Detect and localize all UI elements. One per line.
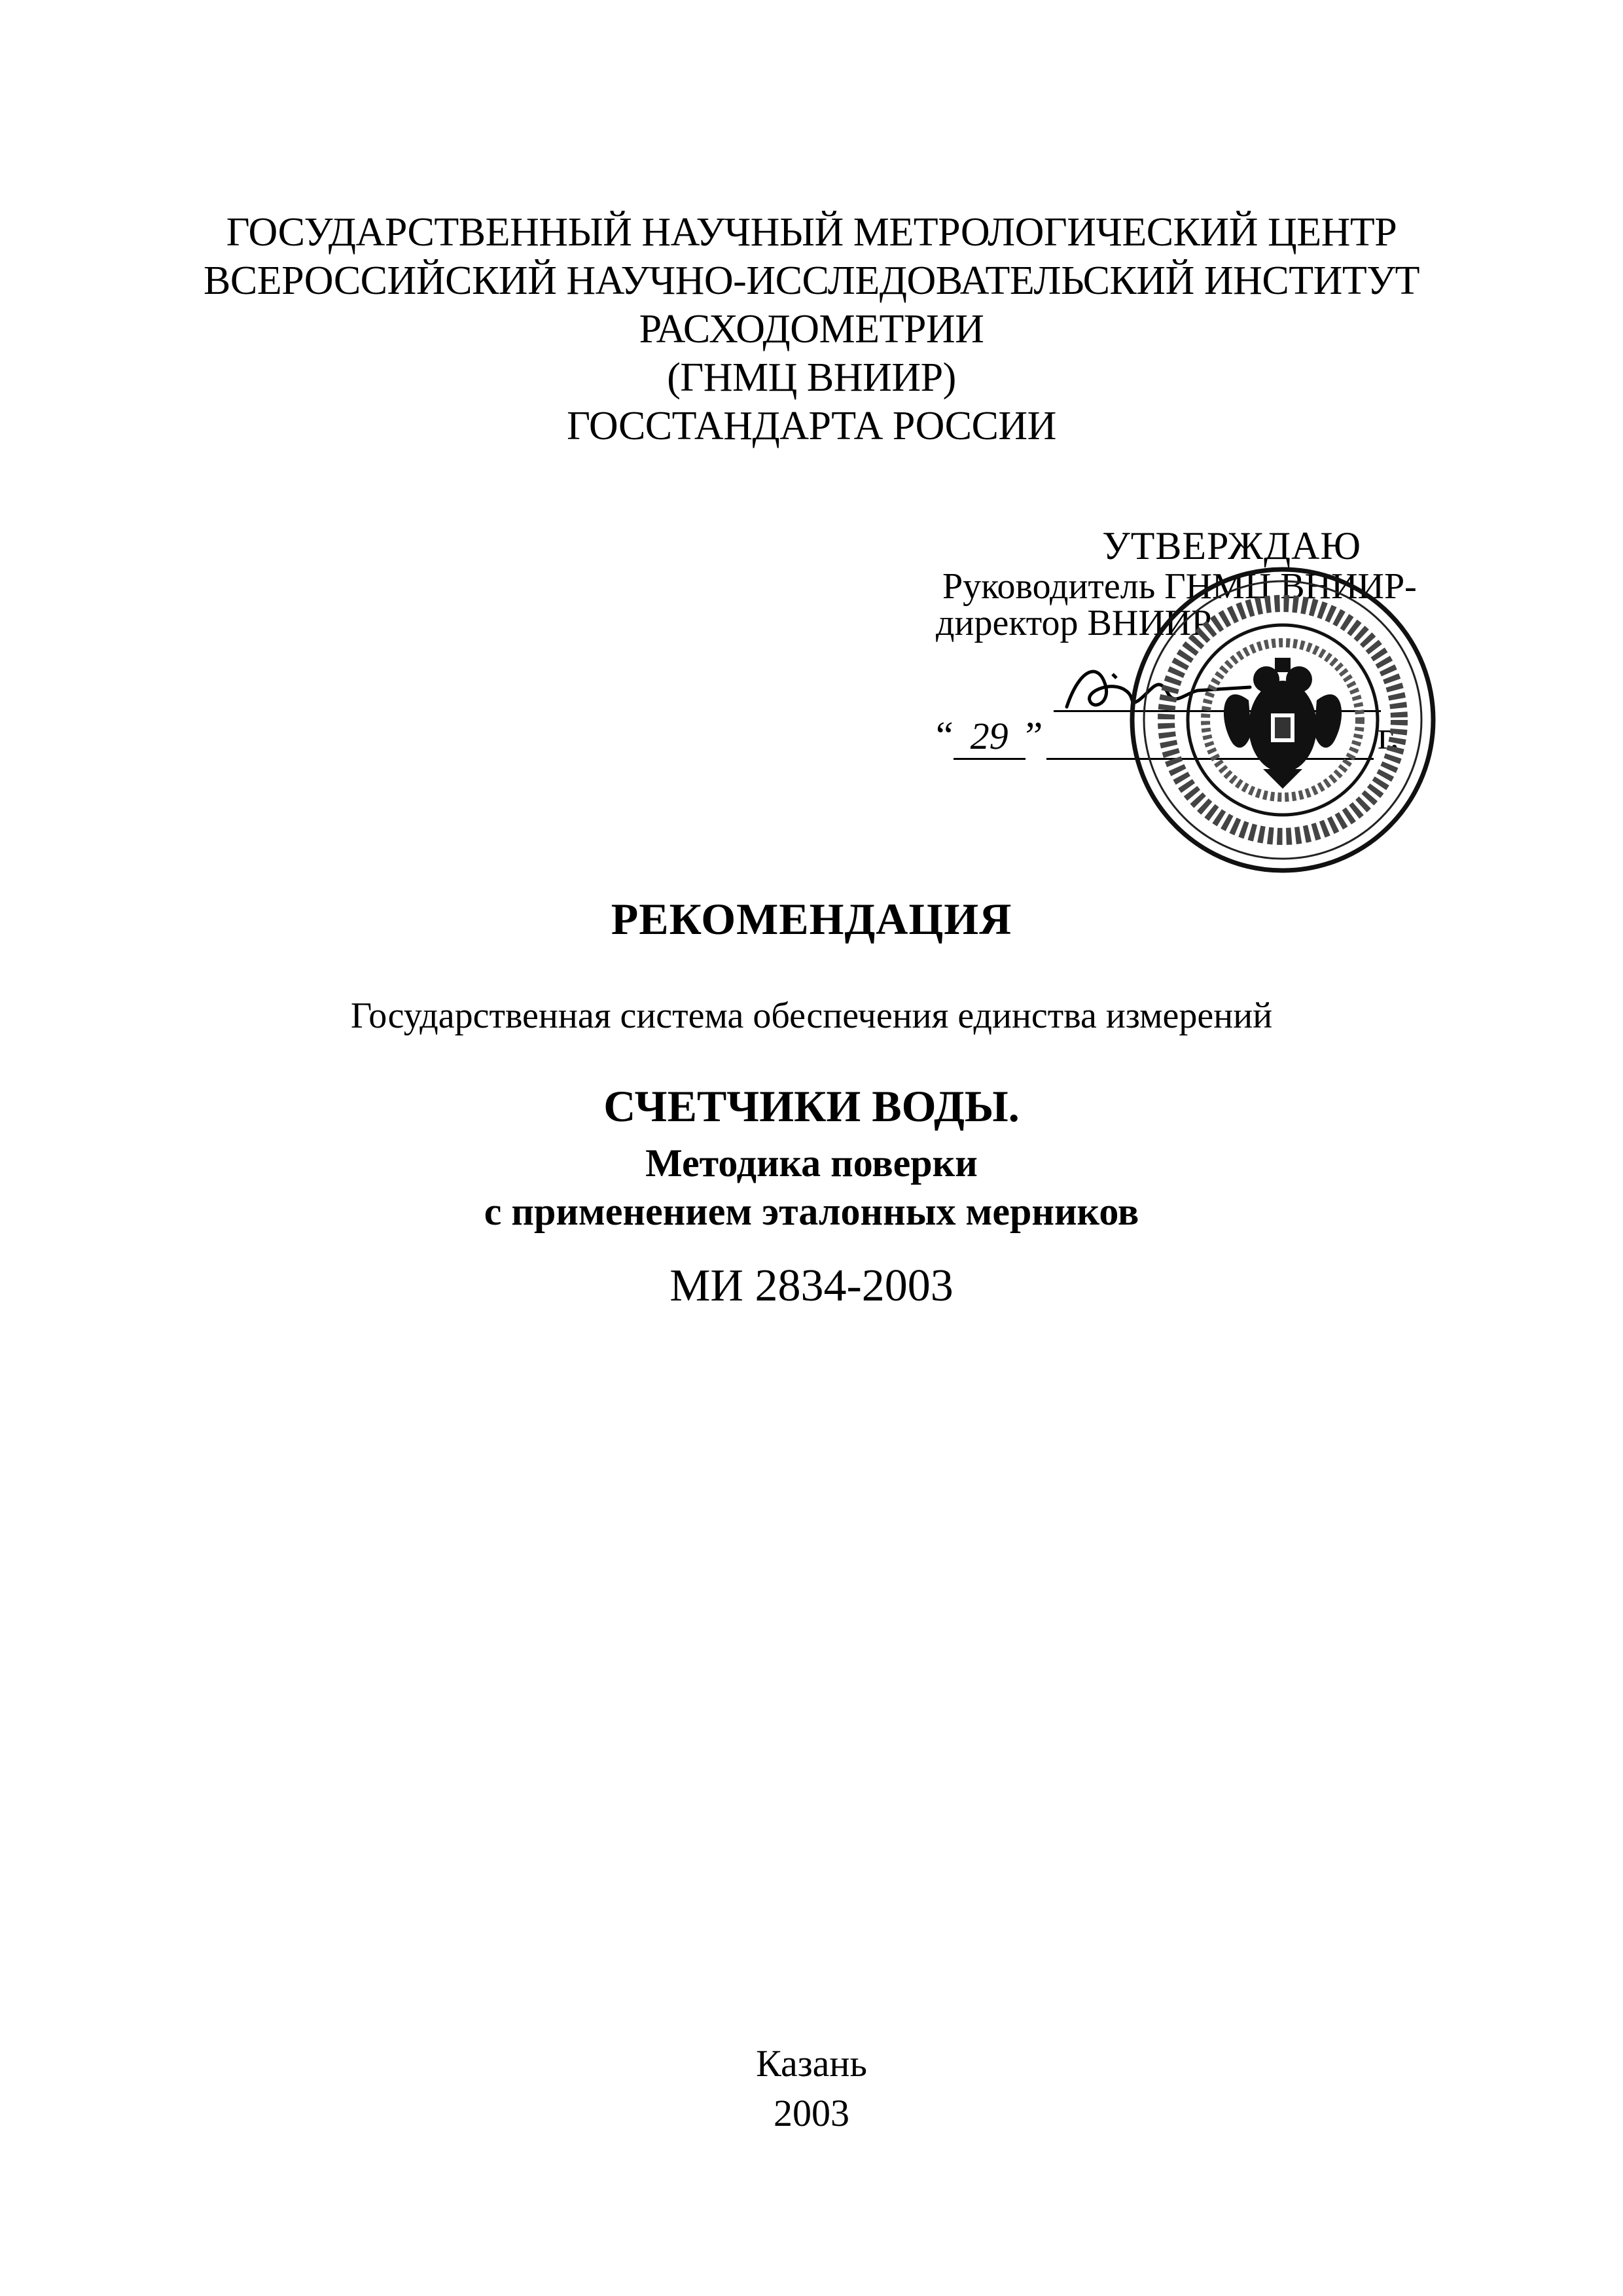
document-subtitle-line-1: Методика поверки	[645, 1141, 978, 1185]
document-subtitle	[0, 1139, 1623, 1236]
date-open-quote: “	[936, 714, 954, 757]
organization-line-4: (ГНМЦ ВНИИР)	[667, 355, 956, 400]
organization-line-5: ГОССТАНДАРТА РОССИИ	[567, 404, 1056, 448]
document-system: Государственная система обеспечения единства измерений	[350, 996, 1273, 1036]
date-year-suffix: г.	[1378, 714, 1400, 757]
approval-block	[936, 524, 1466, 890]
footer-city: Казань	[756, 2042, 867, 2085]
approval-role-line-1: Руководитель ГНМЦ ВНИИР-	[942, 566, 1417, 607]
footer-year: 2003	[774, 2092, 849, 2134]
document-type: РЕКОМЕНДАЦИЯ	[611, 894, 1012, 944]
document-title: СЧЕТЧИКИ ВОДЫ.	[603, 1081, 1020, 1131]
date-close-quote: ”	[1025, 714, 1043, 757]
organization-header	[0, 208, 1623, 450]
approval-title: УТВЕРЖДАЮ	[1102, 524, 1361, 567]
official-seal-image	[1126, 563, 1440, 877]
date-day: 29	[954, 714, 1026, 760]
document-subtitle-line-2: с применением эталонных мерников	[484, 1190, 1139, 1233]
organization-line-2: ВСЕРОССИЙСКИЙ НАУЧНО-ИССЛЕДОВАТЕЛЬСКИЙ ИНСТИТУТ	[203, 259, 1420, 303]
organization-line-1: ГОСУДАРСТВЕННЫЙ НАУЧНЫЙ МЕТРОЛОГИЧЕСКИЙ ЦЕНТР	[226, 210, 1397, 255]
approval-role-line-2: директор ВНИИР	[936, 603, 1212, 643]
organization-line-3: РАСХОДОМЕТРИИ	[639, 307, 984, 351]
document-code: МИ 2834-2003	[669, 1261, 954, 1311]
footer	[0, 2039, 1623, 2138]
